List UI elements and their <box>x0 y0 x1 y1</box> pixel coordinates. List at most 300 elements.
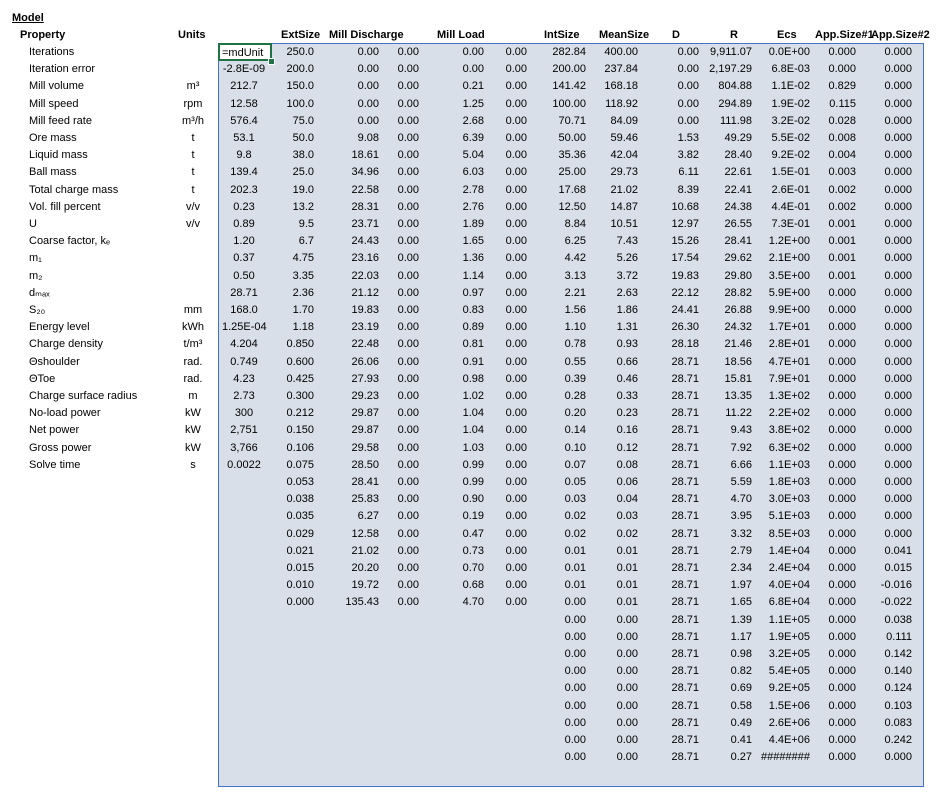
int-cell[interactable]: 1.9E-02 <box>771 97 810 110</box>
int-cell[interactable]: 6.8E-03 <box>771 63 810 76</box>
int-cell[interactable]: 0.00 <box>616 682 638 695</box>
ext-cell[interactable]: 0.00 <box>505 424 527 437</box>
int-cell[interactable]: 4.4E-01 <box>771 200 810 213</box>
ext-cell[interactable]: 0.00 <box>397 46 419 58</box>
int-cell[interactable]: 4.0E+04 <box>768 579 810 592</box>
int-cell[interactable]: 0.000 <box>828 493 856 506</box>
int-cell[interactable]: 0.083 <box>884 716 912 729</box>
ext-cell[interactable]: 23.71 <box>351 218 379 230</box>
ext-cell[interactable]: 2.76 <box>462 200 484 213</box>
ext-cell[interactable]: 21.02 <box>351 544 379 557</box>
header-app-size-2[interactable]: App.Size#2 <box>871 29 930 41</box>
int-cell[interactable]: 4.7E+01 <box>768 355 810 368</box>
ext-cell[interactable]: 0.97 <box>462 286 484 299</box>
ext-cell[interactable]: 0.010 <box>286 579 314 592</box>
int-cell[interactable]: 0.07 <box>564 458 586 471</box>
int-cell[interactable]: 0.000 <box>828 527 856 540</box>
ext-cell[interactable]: 6.7 <box>298 235 314 248</box>
int-cell[interactable]: 0.000 <box>828 424 856 437</box>
ext-cell[interactable]: 0.00 <box>397 338 419 351</box>
int-cell[interactable]: 0.03 <box>564 493 586 506</box>
int-cell[interactable]: 50.00 <box>558 132 586 144</box>
int-cell[interactable]: 0.001 <box>828 218 856 230</box>
ext-cell[interactable]: 2.36 <box>292 286 314 299</box>
property-value[interactable]: 0.0022 <box>227 458 261 471</box>
ext-cell[interactable]: 0.00 <box>397 390 419 402</box>
int-cell[interactable]: 15.26 <box>671 235 699 248</box>
int-cell[interactable]: 0.000 <box>884 286 912 299</box>
ext-cell[interactable]: 1.36 <box>462 252 484 265</box>
int-cell[interactable]: 0.000 <box>884 132 912 144</box>
ext-cell[interactable]: 0.00 <box>397 476 419 488</box>
ext-cell[interactable]: 19.0 <box>292 183 314 196</box>
int-cell[interactable]: 282.84 <box>552 46 586 58</box>
int-cell[interactable]: 0.00 <box>616 716 638 729</box>
ext-cell[interactable]: 6.27 <box>357 510 379 523</box>
int-cell[interactable]: 1.39 <box>730 613 752 626</box>
int-cell[interactable]: 0.00 <box>616 734 638 746</box>
int-cell[interactable]: 0.28 <box>564 390 586 402</box>
ext-cell[interactable]: 0.47 <box>462 527 484 540</box>
int-cell[interactable]: 0.038 <box>884 613 912 626</box>
ext-cell[interactable]: 0.00 <box>397 80 419 93</box>
header-intsize[interactable]: IntSize <box>544 29 580 41</box>
int-cell[interactable]: 0.000 <box>884 510 912 523</box>
int-cell[interactable]: 1.97 <box>730 579 752 592</box>
int-cell[interactable]: 0.0E+00 <box>768 46 810 58</box>
ext-cell[interactable]: 38.0 <box>292 149 314 162</box>
ext-cell[interactable]: 1.65 <box>462 235 484 248</box>
int-cell[interactable]: 0.000 <box>884 355 912 368</box>
int-cell[interactable]: 6.25 <box>564 235 586 248</box>
int-cell[interactable]: 0.000 <box>828 63 856 76</box>
header-extsize[interactable]: ExtSize <box>281 29 321 41</box>
int-cell[interactable]: 2.34 <box>730 562 752 574</box>
int-cell[interactable]: 400.00 <box>604 46 638 58</box>
int-cell[interactable]: 0.00 <box>616 665 638 678</box>
ext-cell[interactable]: 22.58 <box>351 183 379 196</box>
ext-cell[interactable]: 0.00 <box>397 132 419 144</box>
int-cell[interactable]: 1.10 <box>564 321 586 334</box>
ext-cell[interactable]: 0.00 <box>397 235 419 248</box>
int-cell[interactable]: 19.83 <box>671 269 699 282</box>
ext-cell[interactable]: 0.99 <box>462 476 484 488</box>
int-cell[interactable]: 0.00 <box>677 80 699 93</box>
int-cell[interactable]: 0.03 <box>616 510 638 523</box>
int-cell[interactable]: 294.89 <box>718 97 752 110</box>
ext-cell[interactable]: 2.78 <box>462 183 484 196</box>
int-cell[interactable]: 26.55 <box>724 218 752 230</box>
int-cell[interactable]: 0.02 <box>616 527 638 540</box>
property-value[interactable]: 0.89 <box>233 218 255 230</box>
int-cell[interactable]: 28.71 <box>671 562 699 574</box>
int-cell[interactable]: 0.000 <box>884 252 912 265</box>
int-cell[interactable]: 6.11 <box>678 166 699 179</box>
int-cell[interactable]: 3.72 <box>616 269 638 282</box>
int-cell[interactable]: 0.000 <box>884 458 912 471</box>
int-cell[interactable]: 28.71 <box>671 699 699 712</box>
int-cell[interactable]: 0.000 <box>828 613 856 626</box>
int-cell[interactable]: 0.829 <box>828 80 856 93</box>
int-cell[interactable]: 0.000 <box>884 269 912 282</box>
int-cell[interactable]: 118.92 <box>605 97 638 110</box>
int-cell[interactable]: 0.000 <box>884 304 912 316</box>
int-cell[interactable]: 29.80 <box>724 269 752 282</box>
int-cell[interactable]: 2.4E+04 <box>768 562 810 574</box>
int-cell[interactable]: 5.5E-02 <box>771 132 810 144</box>
int-cell[interactable]: 0.000 <box>828 338 856 351</box>
int-cell[interactable]: 2,197.29 <box>709 63 752 76</box>
ext-cell[interactable]: 5.04 <box>462 149 484 162</box>
int-cell[interactable]: 42.04 <box>610 149 638 162</box>
int-cell[interactable]: 0.01 <box>564 579 586 592</box>
int-cell[interactable]: 0.000 <box>884 424 912 437</box>
int-cell[interactable]: 28.18 <box>671 338 699 351</box>
int-cell[interactable]: 0.041 <box>884 544 912 557</box>
int-cell[interactable]: 0.98 <box>730 648 752 660</box>
ext-cell[interactable]: 29.58 <box>351 441 379 454</box>
property-value[interactable]: 300 <box>234 407 254 420</box>
ext-cell[interactable]: 28.41 <box>351 476 379 488</box>
ext-cell[interactable]: 18.61 <box>351 149 379 162</box>
ext-cell[interactable]: 0.00 <box>357 97 379 110</box>
int-cell[interactable]: 0.06 <box>616 476 638 488</box>
int-cell[interactable]: 0.49 <box>730 716 752 729</box>
ext-cell[interactable]: 0.850 <box>286 338 314 351</box>
int-cell[interactable]: 0.000 <box>828 648 856 660</box>
ext-cell[interactable]: 0.00 <box>505 407 527 420</box>
int-cell[interactable]: 24.41 <box>671 304 699 316</box>
int-cell[interactable]: 0.000 <box>828 441 856 454</box>
ext-cell[interactable]: 0.00 <box>505 338 527 351</box>
int-cell[interactable]: 0.124 <box>884 682 912 695</box>
int-cell[interactable]: 0.00 <box>616 648 638 660</box>
ext-cell[interactable]: 0.021 <box>286 544 314 557</box>
ext-cell[interactable]: 0.00 <box>505 458 527 471</box>
int-cell[interactable]: 0.00 <box>677 46 699 58</box>
int-cell[interactable]: 0.00 <box>616 630 638 643</box>
int-cell[interactable]: 21.02 <box>610 183 638 196</box>
int-cell[interactable]: 0.69 <box>730 682 752 695</box>
int-cell[interactable]: 0.16 <box>616 424 638 437</box>
int-cell[interactable]: 0.000 <box>884 80 912 93</box>
int-cell[interactable]: 3.2E-02 <box>771 114 810 127</box>
int-cell[interactable]: 29.73 <box>610 166 638 179</box>
ext-cell[interactable]: 1.14 <box>462 269 484 282</box>
ext-cell[interactable]: 250.0 <box>286 46 314 58</box>
int-cell[interactable]: 28.71 <box>671 458 699 471</box>
ext-cell[interactable]: 0.212 <box>286 407 314 420</box>
int-cell[interactable]: 1.65 <box>730 596 752 609</box>
property-value[interactable]: 9.8 <box>236 149 252 162</box>
int-cell[interactable]: 0.000 <box>884 218 912 230</box>
int-cell[interactable]: 2.6E-01 <box>771 183 810 196</box>
int-cell[interactable]: 0.78 <box>564 338 586 351</box>
int-cell[interactable]: 0.04 <box>616 493 638 506</box>
ext-cell[interactable]: 0.00 <box>397 596 419 609</box>
int-cell[interactable]: 0.00 <box>564 682 586 695</box>
int-cell[interactable]: 0.000 <box>884 338 912 351</box>
ext-cell[interactable]: 0.00 <box>397 269 419 282</box>
int-cell[interactable]: 10.68 <box>671 200 699 213</box>
ext-cell[interactable]: 9.08 <box>357 132 379 144</box>
int-cell[interactable]: 5.1E+03 <box>768 510 810 523</box>
int-cell[interactable]: 0.000 <box>884 321 912 334</box>
ext-cell[interactable]: 25.83 <box>351 493 379 506</box>
int-cell[interactable]: 0.00 <box>616 751 638 764</box>
int-cell[interactable]: 0.01 <box>616 596 638 609</box>
ext-cell[interactable]: 0.00 <box>505 235 527 248</box>
int-cell[interactable]: 0.004 <box>828 149 856 162</box>
ext-cell[interactable]: 4.75 <box>292 252 314 265</box>
int-cell[interactable]: 21.46 <box>724 338 752 351</box>
int-cell[interactable]: 1.4E+04 <box>768 544 810 557</box>
int-cell[interactable]: 0.00 <box>677 63 699 76</box>
int-cell[interactable]: 28.71 <box>671 665 699 678</box>
ext-cell[interactable]: 0.89 <box>462 321 484 334</box>
int-cell[interactable]: 0.00 <box>564 630 586 643</box>
int-cell[interactable]: 0.00 <box>564 648 586 660</box>
ext-cell[interactable]: 200.0 <box>286 63 314 76</box>
int-cell[interactable]: 28.71 <box>671 355 699 368</box>
ext-cell[interactable]: 13.2 <box>292 200 314 213</box>
header-ecs[interactable]: Ecs <box>777 29 797 41</box>
header-mill-discharge[interactable]: Mill Discharge <box>329 29 404 41</box>
int-cell[interactable]: 0.55 <box>564 355 586 368</box>
property-value[interactable]: 28.71 <box>230 286 258 299</box>
ext-cell[interactable]: 0.00 <box>462 63 484 76</box>
ext-cell[interactable]: 0.21 <box>462 80 484 93</box>
ext-cell[interactable]: 0.015 <box>286 562 314 574</box>
ext-cell[interactable]: 0.00 <box>505 114 527 127</box>
int-cell[interactable]: 0.000 <box>828 510 856 523</box>
int-cell[interactable]: 0.000 <box>828 321 856 334</box>
int-cell[interactable]: 0.14 <box>564 424 586 437</box>
int-cell[interactable]: 0.00 <box>564 665 586 678</box>
int-cell[interactable]: 28.71 <box>671 596 699 609</box>
int-cell[interactable]: 0.000 <box>828 390 856 402</box>
int-cell[interactable]: 2.6E+06 <box>768 716 810 729</box>
int-cell[interactable]: 28.82 <box>724 286 752 299</box>
int-cell[interactable]: 0.00 <box>564 716 586 729</box>
int-cell[interactable]: 28.71 <box>671 476 699 488</box>
ext-cell[interactable]: 1.03 <box>462 441 484 454</box>
int-cell[interactable]: 28.71 <box>671 682 699 695</box>
int-cell[interactable]: 1.1E-02 <box>771 80 810 93</box>
int-cell[interactable]: 0.000 <box>828 630 856 643</box>
ext-cell[interactable]: 0.00 <box>357 63 379 76</box>
int-cell[interactable]: 0.00 <box>564 751 586 764</box>
ext-cell[interactable]: 0.00 <box>505 355 527 368</box>
int-cell[interactable]: 7.3E-01 <box>771 218 810 230</box>
ext-cell[interactable]: 0.00 <box>505 476 527 488</box>
int-cell[interactable]: 59.46 <box>610 132 638 144</box>
int-cell[interactable]: 0.001 <box>828 252 856 265</box>
int-cell[interactable]: 12.50 <box>558 200 586 213</box>
ext-cell[interactable]: 0.00 <box>397 286 419 299</box>
ext-cell[interactable]: 75.0 <box>292 114 314 127</box>
int-cell[interactable]: 0.103 <box>884 699 912 712</box>
int-cell[interactable]: 0.00 <box>616 699 638 712</box>
ext-cell[interactable]: 1.25 <box>462 97 484 110</box>
ext-cell[interactable]: 0.00 <box>397 544 419 557</box>
int-cell[interactable]: 9.2E-02 <box>771 149 810 162</box>
int-cell[interactable]: 6.66 <box>730 458 752 471</box>
int-cell[interactable]: 0.115 <box>829 97 856 110</box>
ext-cell[interactable]: 23.16 <box>351 252 379 265</box>
ext-cell[interactable]: 1.18 <box>292 321 314 334</box>
ext-cell[interactable]: 0.00 <box>505 579 527 592</box>
ext-cell[interactable]: 0.81 <box>462 338 484 351</box>
ext-cell[interactable]: 22.48 <box>351 338 379 351</box>
int-cell[interactable]: -0.022 <box>880 596 912 609</box>
int-cell[interactable]: 6.3E+02 <box>768 441 810 454</box>
property-value[interactable]: 212.7 <box>230 80 258 93</box>
int-cell[interactable]: 5.26 <box>616 252 638 265</box>
ext-cell[interactable]: 4.70 <box>462 596 484 609</box>
int-cell[interactable]: 4.42 <box>564 252 586 265</box>
int-cell[interactable]: 29.62 <box>724 252 752 265</box>
property-value[interactable]: 4.204 <box>230 338 258 351</box>
header-property[interactable]: Property <box>20 29 66 41</box>
property-value[interactable]: 139.4 <box>230 166 258 179</box>
ext-cell[interactable]: 0.00 <box>397 183 419 196</box>
ext-cell[interactable]: 0.106 <box>286 441 314 454</box>
ext-cell[interactable]: 3.35 <box>292 269 314 282</box>
int-cell[interactable]: 804.88 <box>718 80 752 93</box>
int-cell[interactable]: 0.002 <box>828 200 856 213</box>
int-cell[interactable]: 0.111 <box>886 630 912 643</box>
ext-cell[interactable]: 0.000 <box>286 596 314 609</box>
int-cell[interactable]: 0.27 <box>730 751 752 764</box>
int-cell[interactable]: 1.31 <box>616 321 638 334</box>
ext-cell[interactable]: 6.39 <box>462 132 484 144</box>
ext-cell[interactable]: 0.19 <box>462 510 484 523</box>
ext-cell[interactable]: 0.00 <box>397 321 419 334</box>
ext-cell[interactable]: 28.31 <box>351 200 379 213</box>
int-cell[interactable]: 24.38 <box>724 200 752 213</box>
int-cell[interactable]: 28.40 <box>724 149 752 162</box>
ext-cell[interactable]: 0.00 <box>505 63 527 76</box>
ext-cell[interactable]: 0.98 <box>462 372 484 385</box>
int-cell[interactable]: 1.5E-01 <box>771 166 810 179</box>
int-cell[interactable]: 0.000 <box>828 665 856 678</box>
int-cell[interactable]: 0.000 <box>828 596 856 609</box>
property-value[interactable]: 0.749 <box>230 355 258 368</box>
ext-cell[interactable]: 0.00 <box>505 527 527 540</box>
int-cell[interactable]: 0.08 <box>616 458 638 471</box>
int-cell[interactable]: 17.68 <box>558 183 586 196</box>
ext-cell[interactable]: 0.300 <box>286 390 314 402</box>
ext-cell[interactable]: 0.00 <box>505 218 527 230</box>
ext-cell[interactable]: 150.0 <box>286 80 314 93</box>
int-cell[interactable]: 0.10 <box>564 441 586 454</box>
int-cell[interactable]: 0.01 <box>616 544 638 557</box>
int-cell[interactable]: 0.39 <box>564 372 586 385</box>
ext-cell[interactable]: 100.0 <box>286 97 314 110</box>
int-cell[interactable]: 0.000 <box>884 149 912 162</box>
int-cell[interactable]: 0.000 <box>884 63 912 76</box>
ext-cell[interactable]: 0.00 <box>397 200 419 213</box>
ext-cell[interactable]: 6.03 <box>462 166 484 179</box>
ext-cell[interactable]: 0.00 <box>505 132 527 144</box>
ext-cell[interactable]: 0.00 <box>357 80 379 93</box>
int-cell[interactable]: 7.9E+01 <box>768 372 810 385</box>
ext-cell[interactable]: 0.70 <box>462 562 484 574</box>
int-cell[interactable]: 2.21 <box>564 286 586 299</box>
int-cell[interactable]: 0.000 <box>884 183 912 196</box>
int-cell[interactable]: 0.000 <box>884 200 912 213</box>
ext-cell[interactable]: 27.93 <box>351 372 379 385</box>
ext-cell[interactable]: 29.23 <box>351 390 379 402</box>
int-cell[interactable]: 0.33 <box>616 390 638 402</box>
int-cell[interactable]: 28.71 <box>671 441 699 454</box>
ext-cell[interactable]: 0.00 <box>505 200 527 213</box>
ext-cell[interactable]: 0.99 <box>462 458 484 471</box>
int-cell[interactable]: 0.66 <box>616 355 638 368</box>
ext-cell[interactable]: 0.00 <box>505 149 527 162</box>
ext-cell[interactable]: 19.83 <box>351 304 379 316</box>
int-cell[interactable]: 0.02 <box>564 527 586 540</box>
int-cell[interactable]: 22.61 <box>724 166 752 179</box>
int-cell[interactable]: 0.00 <box>677 97 699 110</box>
int-cell[interactable]: 0.000 <box>884 441 912 454</box>
int-cell[interactable]: 35.36 <box>558 149 586 162</box>
ext-cell[interactable]: 0.00 <box>397 458 419 471</box>
int-cell[interactable]: 0.00 <box>564 613 586 626</box>
ext-cell[interactable]: 12.58 <box>351 527 379 540</box>
property-value[interactable]: 0.37 <box>233 252 255 265</box>
int-cell[interactable]: 9.43 <box>730 424 752 437</box>
int-cell[interactable]: 15.81 <box>724 372 752 385</box>
property-value[interactable]: 1.25E-04 <box>222 321 267 334</box>
ext-cell[interactable]: 0.150 <box>286 424 314 437</box>
int-cell[interactable]: 2.63 <box>616 286 638 299</box>
int-cell[interactable]: 26.30 <box>671 321 699 334</box>
int-cell[interactable]: 28.71 <box>671 407 699 420</box>
int-cell[interactable]: 0.000 <box>828 304 856 316</box>
int-cell[interactable]: 3.8E+02 <box>768 424 810 437</box>
int-cell[interactable]: 0.000 <box>884 97 912 110</box>
int-cell[interactable]: 0.23 <box>616 407 638 420</box>
int-cell[interactable]: 0.02 <box>564 510 586 523</box>
ext-cell[interactable]: 29.87 <box>351 407 379 420</box>
header-units[interactable]: Units <box>178 29 206 41</box>
ext-cell[interactable]: 0.00 <box>462 46 484 58</box>
int-cell[interactable]: 28.71 <box>671 751 699 764</box>
int-cell[interactable]: 49.29 <box>724 132 752 144</box>
ext-cell[interactable]: 0.00 <box>397 166 419 179</box>
ext-cell[interactable]: 0.00 <box>505 304 527 316</box>
int-cell[interactable]: 0.000 <box>828 734 856 746</box>
int-cell[interactable]: 0.000 <box>884 476 912 488</box>
ext-cell[interactable]: 0.00 <box>397 252 419 265</box>
ext-cell[interactable]: 0.00 <box>505 493 527 506</box>
ext-cell[interactable]: 22.03 <box>351 269 379 282</box>
ext-cell[interactable]: 135.43 <box>345 596 379 609</box>
int-cell[interactable]: 100.00 <box>552 97 586 110</box>
ext-cell[interactable]: 0.00 <box>397 372 419 385</box>
ext-cell[interactable]: 0.00 <box>397 562 419 574</box>
ext-cell[interactable]: 23.19 <box>351 321 379 334</box>
int-cell[interactable]: 168.18 <box>604 80 638 93</box>
ext-cell[interactable]: 0.00 <box>505 166 527 179</box>
int-cell[interactable]: 0.000 <box>828 407 856 420</box>
int-cell[interactable]: 0.00 <box>616 613 638 626</box>
int-cell[interactable]: 0.46 <box>616 372 638 385</box>
int-cell[interactable]: 0.000 <box>884 407 912 420</box>
int-cell[interactable]: 9,911.07 <box>709 46 752 58</box>
